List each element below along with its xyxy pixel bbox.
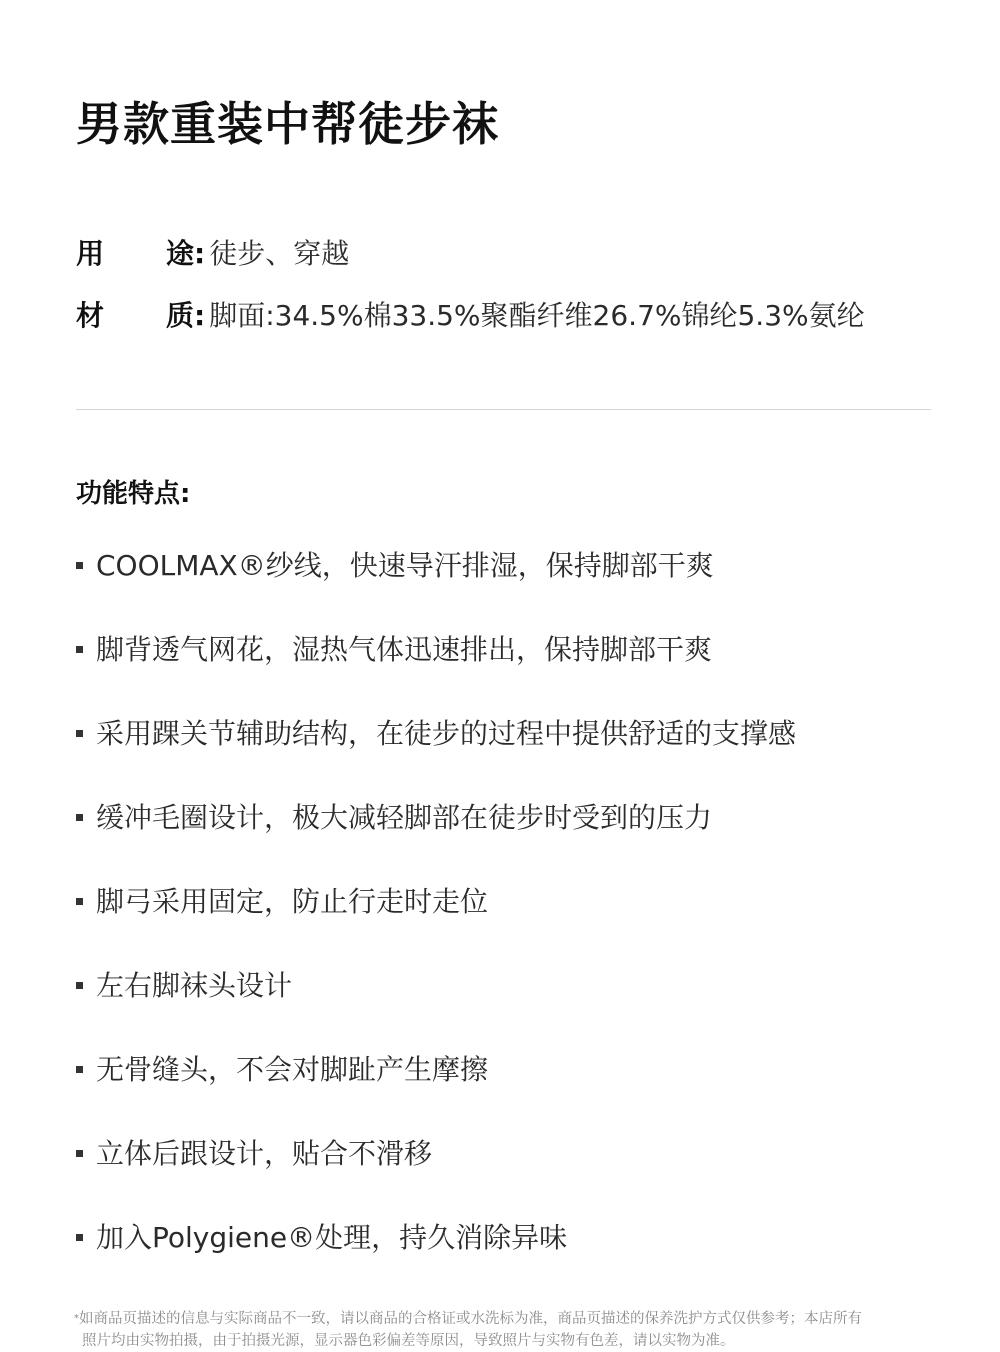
square-bullet-icon xyxy=(76,562,83,569)
feature-item xyxy=(76,1134,796,1218)
disclaimer-footnote xyxy=(74,1308,944,1352)
square-bullet-icon xyxy=(76,1234,83,1241)
square-bullet-icon xyxy=(76,898,83,905)
feature-text: 采用踝关节辅助结构，在徒步的过程中提供舒适的支撑感 xyxy=(96,717,797,750)
feature-item xyxy=(76,798,796,882)
spec-row-material xyxy=(76,296,865,336)
feature-text: 立体后跟设计，贴合不滑移 xyxy=(96,1137,433,1170)
square-bullet-icon xyxy=(76,730,83,737)
spec-usage-value: 徒步、穿越 xyxy=(209,237,350,270)
spec-material-value: 脚面:34.5%棉33.5%聚酯纤维26.7%锦纶5.3%氨纶 xyxy=(209,299,865,332)
feature-list xyxy=(76,546,796,1302)
feature-text: COOLMAX®纱线，快速导汗排湿，保持脚部干爽 xyxy=(96,549,714,582)
feature-item xyxy=(76,546,796,630)
spec-usage-label-second: 途: xyxy=(166,237,206,270)
spec-row-usage xyxy=(76,234,349,274)
feature-item xyxy=(76,1218,796,1302)
feature-item xyxy=(76,882,796,966)
footnote-asterisk: * xyxy=(74,1313,79,1324)
feature-text: 左右脚袜头设计 xyxy=(96,969,293,1002)
square-bullet-icon xyxy=(76,814,83,821)
feature-item xyxy=(76,1050,796,1134)
spec-material-label-second: 质: xyxy=(166,299,206,332)
feature-text: 脚背透气网花，湿热气体迅速排出，保持脚部干爽 xyxy=(96,633,713,666)
feature-text: 加入Polygiene®处理，持久消除异味 xyxy=(96,1221,568,1254)
section-divider xyxy=(76,409,931,410)
feature-item xyxy=(76,966,796,1050)
disclaimer-line-1 xyxy=(74,1308,944,1330)
square-bullet-icon xyxy=(76,646,83,653)
feature-text: 缓冲毛圈设计，极大减轻脚部在徒步时受到的压力 xyxy=(96,801,713,834)
square-bullet-icon xyxy=(76,982,83,989)
disclaimer-line-2 xyxy=(74,1330,944,1352)
square-bullet-icon xyxy=(76,1066,83,1073)
feature-item xyxy=(76,714,796,798)
feature-text: 脚弓采用固定，防止行走时走位 xyxy=(96,885,489,918)
disclaimer-text-2: 照片均由实物拍摄，由于拍摄光源，显示器色彩偏差等原因，导致照片与实物有色差，请以实物为准。 xyxy=(82,1333,735,1349)
product-title: 男款重装中帮徒步袜 xyxy=(76,97,499,151)
feature-text: 无骨缝头，不会对脚趾产生摩擦 xyxy=(96,1053,489,1086)
features-heading: 功能特点: xyxy=(76,479,191,509)
spec-material-label-first: 材 xyxy=(76,299,105,332)
disclaimer-text-1: 如商品页描述的信息与实际商品不一致，请以商品的合格证或水洗标为准，商品页描述的保养洗护方式仅供参考；本店所有 xyxy=(79,1311,862,1327)
spec-usage-label-first: 用 xyxy=(76,237,105,270)
square-bullet-icon xyxy=(76,1150,83,1157)
feature-item xyxy=(76,630,796,714)
